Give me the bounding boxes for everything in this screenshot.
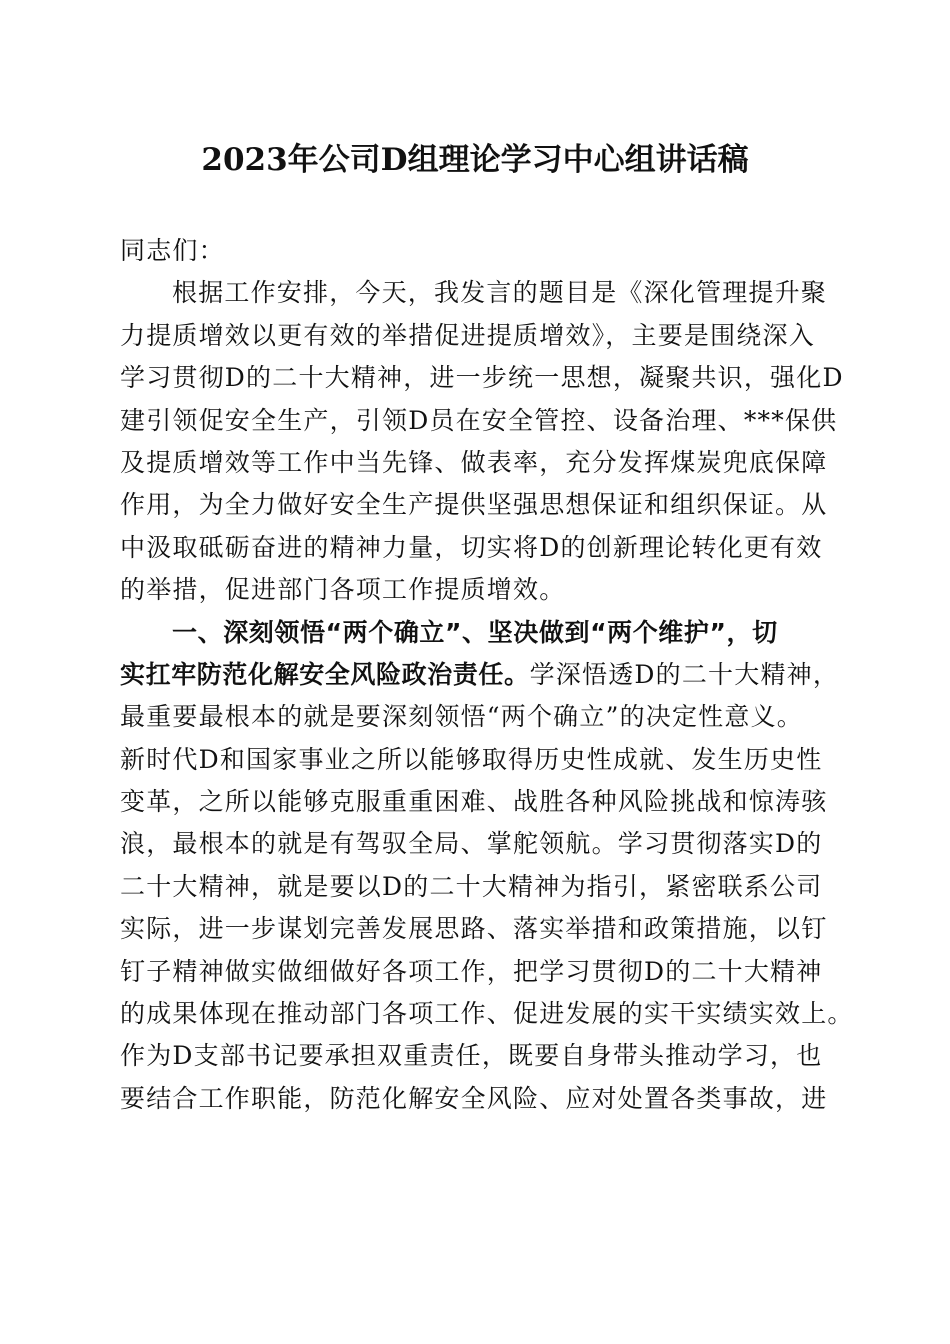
document-title: 2023年公司D组理论学习中心组讲话稿 <box>201 142 749 178</box>
section-heading-bold: 实扛牢防范化解安全风险政治责任。 <box>120 659 530 689</box>
salutation: 同志们： <box>120 236 225 265</box>
section-line: 要结合工作职能，防范化解安全风险、应对处置各类事故，进 <box>120 1083 828 1113</box>
paragraph-line: 及提质增效等工作中当先锋、做表率，充分发挥煤炭兜底保障 <box>120 447 828 477</box>
section-line: 的成果体现在推动部门各项工作、促进发展的实干实绩实效上。 <box>120 999 854 1029</box>
section-line: 作为D支部书记要承担双重责任，既要自身带头推动学习，也 <box>120 1041 823 1071</box>
section-line: 最重要最根本的就是要深刻领悟“两个确立”的决定性意义。 <box>120 702 803 732</box>
paragraph-line: 中汲取砥砺奋进的精神力量，切实将D的创新理论转化更有效 <box>120 532 823 562</box>
section-line: 浪，最根本的就是有驾驭全局、掌舵领航。学习贯彻落实D的 <box>120 829 823 859</box>
document-body <box>120 230 854 1120</box>
section-line: 新时代D和国家事业之所以能够取得历史性成就、发生历史性 <box>120 744 823 774</box>
section-line: 二十大精神，就是要以D的二十大精神为指引，紧密联系公司 <box>120 871 823 901</box>
paragraph-line: 力提质增效以更有效的举措促进提质增效》，主要是围绕深入 <box>120 320 815 350</box>
section-heading-rest: 学深悟透D的二十大精神， <box>529 659 840 689</box>
paragraph-line: 根据工作安排，今天，我发言的题目是《深化管理提升聚 <box>172 278 828 308</box>
section-heading: 一、深刻领悟“两个确立”、坚决做到“两个维护”，切 <box>172 617 778 647</box>
section-heading-continuation <box>120 654 840 696</box>
section-line: 变革，之所以能够克服重重困难、战胜各种风险挑战和惊涛骇 <box>120 787 828 817</box>
section-line: 钉子精神做实做细做好各项工作，把学习贯彻D的二十大精神 <box>120 956 823 986</box>
paragraph-line: 作用，为全力做好安全生产提供坚强思想保证和组织保证。从 <box>120 490 828 520</box>
section-line: 实际，进一步谋划完善发展思路、落实举措和政策措施，以钉 <box>120 914 828 944</box>
paragraph-line: 学习贯彻D的二十大精神，进一步统一思想，凝聚共识，强化D <box>120 363 844 393</box>
paragraph-line: 建引领促安全生产，引领D员在安全管控、设备治理、***保供 <box>120 405 838 435</box>
paragraph-line: 的举措，促进部门各项工作提质增效。 <box>120 575 566 605</box>
